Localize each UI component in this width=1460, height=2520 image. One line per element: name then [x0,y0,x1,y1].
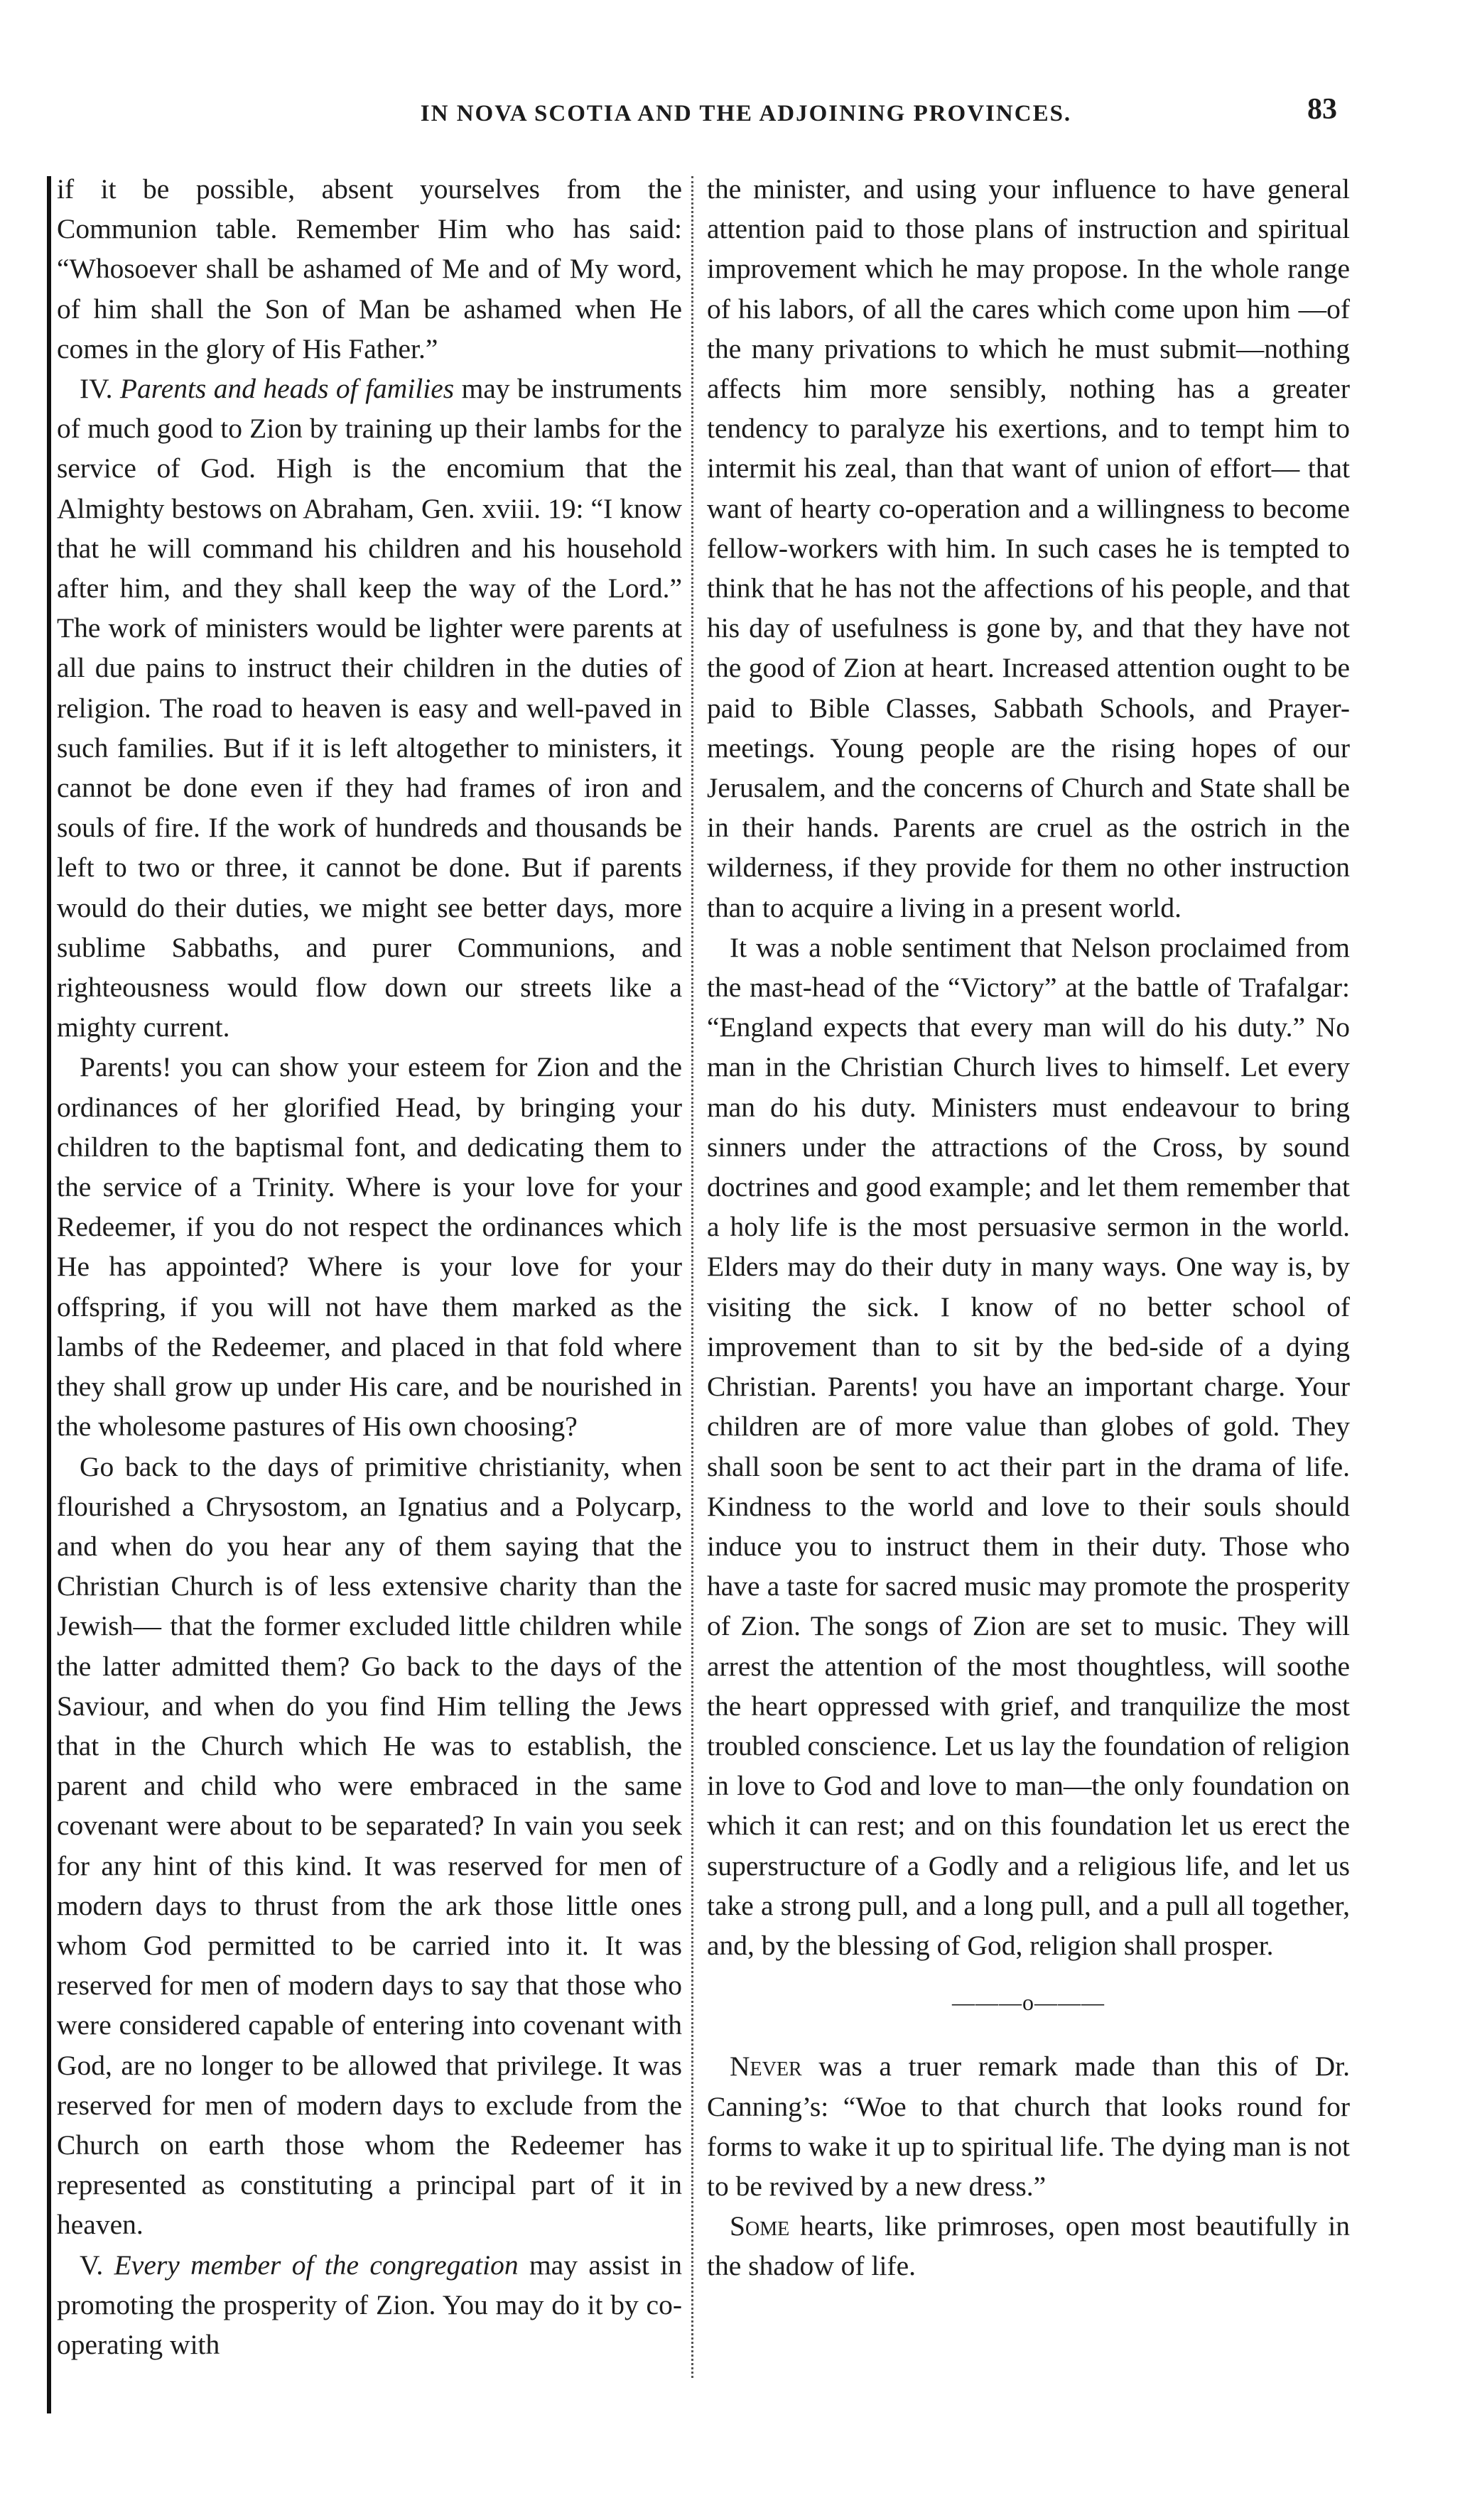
paragraph-text: It was a noble sentiment that Nelson proclaimed from the mast-head of the “Victory” at the battle of Trafalgar: “England expects that every man will do his duty.” No man in the Christian Church lives to himself. Let every man do his duty. Ministers must endeavour to bring sinners under the attractions of the Cross, by sound doctrines and good example; and let them remember that a holy life is the most persuasive sermon in the world. Elders may do their duty in many ways. One way is, by visiting the sick. I know of no better school of improvement than to sit by the bed-side of a dying Christian. Parents! you have an important charge. Your children are of more value than globes of gold. They shall soon be sent to act their part in the drama of life. Kindness to the world and love to their souls should induce you to instruct them in their duty. Those who have a taste for sacred music may promote the prosperity of Zion. The songs of Zion are set to music. They will arrest the attention of the most thoughtless, will soothe the heart oppressed with grief, and tranquilize the most troubled conscience. Let us lay the foundation of religion in love to God and love to man—the only foundation on which it can rest; and on this foundation let us erect the superstructure of a Godly and a religious life, and let us take a strong pull, and a long pull, and a pull all together, and, by the blessing of God, religion shall prosper. [707,931,1350,1961]
section-number: V. [80,2249,104,2281]
paragraph-parents-esteem [57,1047,682,1446]
lead-word: Never [730,2051,802,2082]
paragraph-text: Parents! you can show your esteem for Zion and the ordinances of her glorified Head, by bringing your children to the baptismal font, and dedicating them to the service of a Trinity. Where is your love for your Redeemer, if you do not respect the ordinances which He has appointed? Where is your love for your offspring, if you will not have them marked as the lambs of the Redeemer, and placed in that fold where they shall grow up under His care, and be nourished in the wholesome pastures of His own choosing? [57,1051,682,1443]
paragraph-canning [707,2046,1350,2206]
page-number: 83 [1307,93,1337,126]
section-heading: Parents and heads of families [119,373,455,405]
right-column [707,169,1350,2286]
margin-rule [47,176,51,2413]
paragraph-continuation [57,169,682,369]
left-column [57,169,682,2364]
lead-word: Some [730,2210,790,2242]
paragraph-congregation-section [57,2245,682,2365]
paragraph-text: hearts, like primroses, open most beautifully in the shadow of life. [707,2210,1350,2282]
paragraph-primroses [707,2206,1350,2286]
paragraph-text: the minister, and using your influence to have general attention paid to those plans of instruction and spiritual improvement which he may propose. In the whole range of his labors, of all the cares which come upon him —of the many privations to which he must submit—nothing affects him more sensibly, nothing has a greater tendency to paralyze his exertions, and to tempt him to intermit his zeal, than that want of union of effort— that want of hearty co-operation and a willingness to become fellow-workers with him. In such cases he is tempted to think that he has not the affections of his people, and that his day of usefulness is gone by, and that they have not the good of Zion at heart. Increased attention ought to be paid to Bible Classes, Sabbath Schools, and Prayer-meetings. Young people are the rising hopes of our Jerusalem, and the concerns of Church and State shall be in their hands. Parents are cruel as the ostrich in the wilderness, if they provide for them no other instruction than to acquire a living in a present world. [707,173,1350,923]
column-divider [691,176,693,2378]
paragraph-text: was a truer remark made than this of Dr. Canning’s: “Woe to that church that looks round for forms to wake it up to spiritual life. The dying man is not to be revived by a new dress.” [707,2051,1350,2202]
section-heading: Every member of the congregation [114,2249,519,2281]
paragraph-text: if it be possible, absent yourselves from the Communion table. Remember Him who has said: “Whosoever shall be ashamed of Me and of My word, of him shall the Son of Man be ashamed when He comes in the glory of His Father.” [57,173,682,364]
paragraph-text: may be instruments of much good to Zion by training up their lambs for the service of God. High is the encomium that the Almighty bestows on Abraham, Gen. xviii. 19: “I know that he will command his children and his household after him, and they shall keep the way of the Lord.” The work of ministers would be lighter were parents at all due pains to instruct their children in the duties of religion. The road to heaven is easy and well-paved in such families. But if it is left altogether to ministers, it cannot be done even if they had frames of iron and souls of fire. If the work of hundreds and thousands be left to two or three, it cannot be done. But if parents would do their duties, we might see better days, more sublime Sabbaths, and purer Communions, and righteousness would flow down our streets like a mighty current. [57,373,683,1043]
paragraph-primitive-christianity [57,1447,682,2245]
paragraph-minister [707,169,1350,928]
paragraph-parents-section [57,369,682,1047]
running-head: IN NOVA SCOTIA AND THE ADJOINING PROVINCES. [420,101,1072,126]
paragraph-nelson [707,928,1350,1965]
paragraph-text: may assist in promoting the prosperity of Zion. You may do it by co-operating with [57,2249,682,2360]
section-number: IV. [80,373,113,405]
paragraph-text: Go back to the days of primitive christianity, when flourished a Chrysostom, an Ignatius and a Polycarp, and when do you hear any of them saying that the Christian Church is of less extensive charity than the Jewish— that the former excluded little children while the latter admitted them? Go back to the days of the Saviour, and when do you find Him telling the Jews that in the Church which He was to establish, the parent and child who were embraced in the same covenant were about to be separated? In vain you seek for any hint of this kind. It was reserved for men of modern days to thrust from the ark those little ones whom God permitted to be carried into it. It was reserved for men of modern days to say that those who were considered capable of entering into covenant with God, are no longer to be allowed that privilege. It was reserved for men of modern days to exclude from the Church on earth those whom the Redeemer has represented as constituting a principal part of it in heaven. [57,1450,682,2241]
section-divider: ———o——— [952,1989,1105,2016]
